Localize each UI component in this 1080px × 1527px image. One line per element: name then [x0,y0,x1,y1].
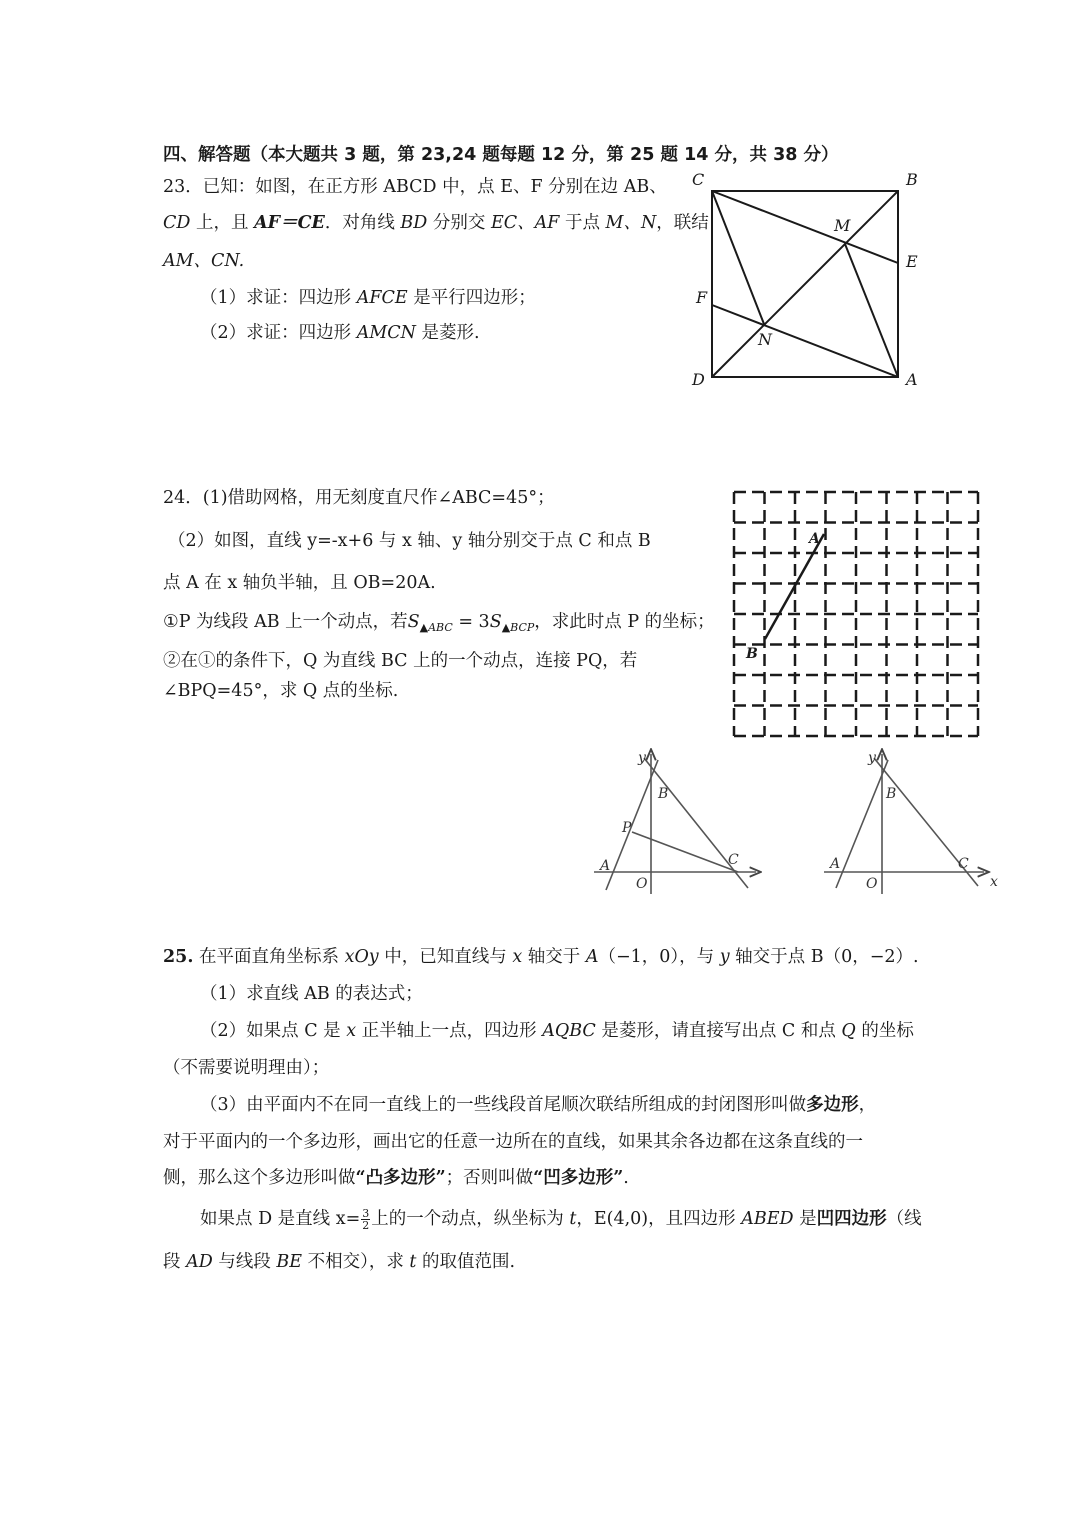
line-bc [644,758,748,888]
q23-af-ce: AF＝CE [254,213,325,233]
q25-a: A [585,947,599,967]
s-symbol: S [407,612,420,632]
q25-part3-text: ；否则叫做 [445,1168,534,1188]
g1-label-y: y [638,750,646,766]
q23-mn: M、N [605,213,657,233]
q25-part3 [200,1094,876,1116]
label-e: E [906,252,918,271]
q24-graph-2 [822,748,1004,898]
q24-line3: 点 A 在 x 轴负半轴，且 OB=20A. [163,573,436,593]
q25-part4-text: （线 [886,1209,922,1229]
g2-label-b: B [886,786,897,802]
segment-pc [632,832,738,872]
q24-line4-text: ，求此时点 P 的坐标； [534,612,715,632]
q23-part1 [200,287,536,309]
q25-part4-text: 的取值范围. [416,1252,516,1272]
q25-part1: （1）求直线 AB 的表达式； [200,984,423,1004]
q23-part1-text: 是平行四边形； [407,288,536,308]
q25-part4 [200,1208,922,1231]
q25-part2-line2: （不需要说明理由）； [163,1058,330,1078]
q25-concave-quad-term: 凹四边形 [816,1209,887,1229]
q25-x: x [512,947,523,967]
q25-part3-text: . [623,1168,629,1188]
q25-abed: ABED [741,1209,794,1229]
q23-text: ，联结 [656,213,709,233]
q23-afce: AFCE [356,288,408,308]
q25-part4-text: 是 [793,1209,817,1229]
q23-text: 于点 [559,213,606,233]
label-n: N [758,330,772,349]
segment-cn [712,191,764,324]
q25-part4-text: ，E(4,0)，且四边形 [576,1209,742,1229]
q25-aqbc: AQBC [542,1021,596,1041]
q25-text: 轴交于点 B（0，−2）. [729,947,919,967]
label-d: D [692,370,705,389]
q25-part3-line2: 对于平面内的一个多边形，画出它的任意一边所在的直线，如果其余各边都在这条直线的一 [163,1132,863,1152]
q25-t: t [569,1209,577,1229]
label-a: A [906,370,918,389]
fraction-denominator: 2 [362,1219,370,1232]
q25-part4-text: 与线段 [212,1252,277,1272]
q24-line4 [163,611,715,639]
g1-label-p: P [622,820,632,836]
segment-fa [712,305,898,377]
label-c: C [692,170,705,189]
g2-label-o: O [866,876,878,892]
grid-label-a: A [809,531,820,547]
g1-label-b: B [658,786,669,802]
q25-q: Q [841,1021,856,1041]
q25-part3-text: 侧，那么这个多边形叫做 [163,1168,356,1188]
q23-line2 [163,212,709,234]
q25-text: 轴交于 [522,947,586,967]
q25-part4-text: 如果点 D 是直线 x= [200,1209,361,1229]
g1-label-o: O [636,876,648,892]
q25-text: 中，已知直线与 [378,947,513,967]
q25-y: y [719,947,730,967]
q23-part1-text: （1）求证：四边形 [200,288,357,308]
q23-part2-text: （2）求证：四边形 [200,323,357,343]
q25-text: （−1，0），与 [598,947,720,967]
q23-text: 分别交 [427,213,491,233]
q25-xoy: xOy [344,947,379,967]
q24-grid-figure [726,484,982,738]
dashed-grid [734,492,978,736]
q25-part4-text: 不相交），求 [302,1252,410,1272]
q23-part2-text: 是菱形. [415,323,480,343]
segment-ce [712,191,898,263]
diagonal-bd [712,191,898,377]
q25-part3-line3 [163,1167,629,1189]
q23-cd: CD [163,213,191,233]
q23-ec-af: EC、AF [490,213,560,233]
line-ab [836,760,888,888]
q25-part2-text: 的坐标 [855,1021,914,1041]
q24-line5: ②在①的条件下，Q 为直线 BC 上的一个动点，连接 PQ，若 [163,651,638,671]
q24-graph-1 [592,748,762,898]
q25-part3-text: （3）由平面内不在同一直线上的一些线段首尾顺次联结所组成的封闭图形叫做 [200,1095,807,1115]
q25-part2-text: 正半轴上一点，四边形 [356,1021,543,1041]
s-subscript-abc: ▲ABC [419,621,453,634]
q25-polygon-term: 多边形 [806,1095,859,1115]
q23-line1: 23．已知：如图，在正方形 ABCD 中，点 E、F 分别在边 AB、 [163,177,667,197]
q23-part2 [200,322,480,344]
q25-be: BE [276,1252,303,1272]
q24-line4-eq: = 3 [452,612,490,632]
q25-part4-line2 [163,1251,515,1273]
label-b: B [906,170,918,189]
fraction-numerator: 3 [362,1207,370,1220]
q25-x: x [346,1021,357,1041]
label-m: M [834,216,851,235]
g1-label-a: A [600,858,611,874]
q25-part4-text: 段 [163,1252,187,1272]
q25-convex-term: “凸多边形” [355,1168,446,1188]
g2-label-y: y [868,750,876,766]
q24-line1: 24．(1)借助网格，用无刻度直尺作∠ABC=45°； [163,488,555,508]
section-heading: 四、解答题（本大题共 3 题，第 23,24 题每题 12 分，第 25 题 14 分，共 38 分） [163,145,839,165]
q25-part2-text: 是菱形，请直接写出点 C 和点 [595,1021,842,1041]
label-f: F [696,288,708,307]
q23-line3: AM、CN. [163,251,245,271]
q25-ad: AD [186,1252,213,1272]
q23-text: 上，且 [190,213,255,233]
q23-bd: BD [400,213,428,233]
q25-text: 在平面直角坐标系 [193,947,345,967]
q23-amcn: AMCN [356,323,416,343]
s-subscript-bcp: ▲BCP [501,621,535,634]
q25-t: t [409,1252,417,1272]
s-symbol: S [489,612,502,632]
grid-label-b: B [746,646,758,662]
g2-label-x: x [990,874,998,890]
fraction-three-halves [361,1208,370,1231]
g2-label-a: A [830,856,841,872]
g2-label-c: C [958,856,969,872]
q25-part2-text: （2）如果点 C 是 [200,1021,347,1041]
q23-square-figure [686,165,926,395]
q25-concave-term: “凹多边形” [533,1168,624,1188]
q25-number: 25. [163,947,194,967]
g1-label-c: C [728,852,739,868]
q24-line2: （2）如图，直线 y=-x+6 与 x 轴、y 轴分别交于点 C 和点 B [168,531,651,551]
q25-part3-text: ， [858,1095,877,1115]
q23-text: ．对角线 [324,213,401,233]
q25-line1 [163,946,919,968]
q24-line4-text: ①P 为线段 AB 上一个动点，若 [163,612,408,632]
q25-part4-text: 上的一个动点，纵坐标为 [371,1209,570,1229]
q24-line6: ∠BPQ=45°，求 Q 点的坐标. [163,681,399,701]
q25-part2 [200,1020,914,1042]
segment-am [845,244,898,377]
